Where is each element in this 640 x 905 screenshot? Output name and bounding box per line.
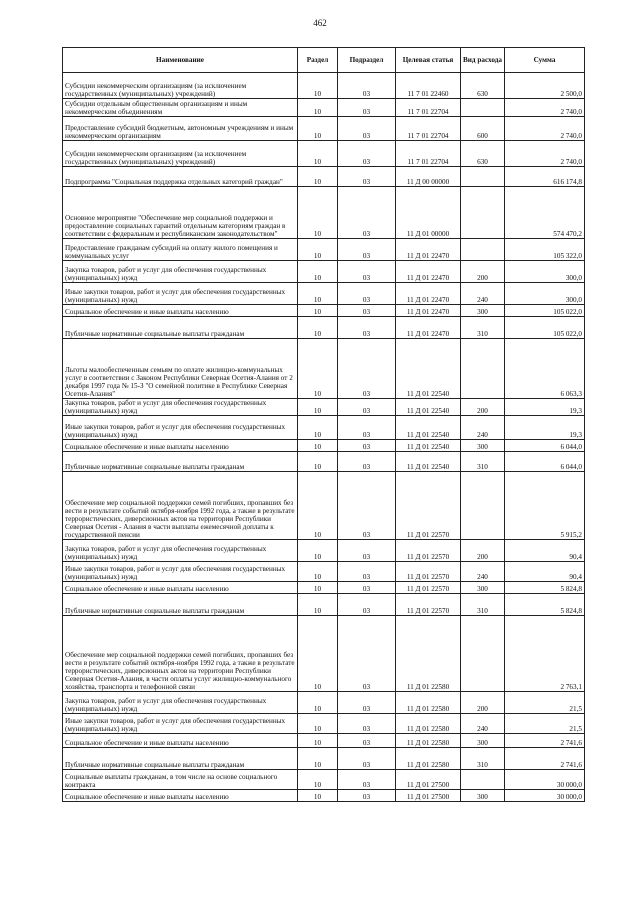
row-name: Субсидии некоммерческим организациям (за исключением государственных (муниципальных) учреждений) bbox=[63, 73, 298, 99]
row-expense-type: 240 bbox=[461, 283, 505, 305]
header-expense-type: Вид расхода bbox=[461, 48, 505, 73]
row-name: Предоставление гражданам субсидий на оплату жилого помещения и коммунальных услуг bbox=[63, 239, 298, 261]
table-row bbox=[63, 283, 585, 305]
row-target: 11 Д 01 22470 bbox=[396, 317, 461, 339]
row-sum: 2 741,6 bbox=[505, 734, 585, 748]
table-row bbox=[63, 317, 585, 339]
row-name: Предоставление субсидий бюджетным, автономным учреждениям и иным некоммерческим организациям bbox=[63, 117, 298, 141]
row-subsection: 03 bbox=[338, 339, 396, 399]
row-expense-type: 300 bbox=[461, 305, 505, 317]
table-row bbox=[63, 562, 585, 582]
table-body bbox=[63, 73, 585, 802]
row-name: Публичные нормативные социальные выплаты гражданам bbox=[63, 317, 298, 339]
row-target: 11 Д 01 00000 bbox=[396, 187, 461, 239]
row-sum: 21,5 bbox=[505, 714, 585, 734]
row-subsection: 03 bbox=[338, 416, 396, 440]
row-name: Закупка товаров, работ и услуг для обеспечения государственных (муниципальных) нужд bbox=[63, 540, 298, 562]
row-sum: 105 022,0 bbox=[505, 305, 585, 317]
row-name: Обеспечение мер социальной поддержки семей погибших, пропавших без вести в результате событий октября-ноября 1992 года, а также в результате террористических, диверсионных актов на территории Республики Северная Осетия-Алания, в части оплаты услуг жилищно-коммунального хозяйства, транспорта и телефонной связи bbox=[63, 616, 298, 692]
row-subsection: 03 bbox=[338, 440, 396, 452]
row-section: 10 bbox=[298, 99, 338, 117]
row-name: Субсидии отдельным общественным организациям и иным некоммерческим объединениям bbox=[63, 99, 298, 117]
table-row bbox=[63, 734, 585, 748]
row-expense-type bbox=[461, 339, 505, 399]
row-sum: 2 740,0 bbox=[505, 117, 585, 141]
row-expense-type: 310 bbox=[461, 452, 505, 472]
table-row bbox=[63, 339, 585, 399]
row-target: 11 Д 01 22470 bbox=[396, 305, 461, 317]
row-section: 10 bbox=[298, 187, 338, 239]
row-subsection: 03 bbox=[338, 117, 396, 141]
row-sum: 21,5 bbox=[505, 692, 585, 714]
row-subsection: 03 bbox=[338, 748, 396, 770]
row-section: 10 bbox=[298, 616, 338, 692]
header-section: Раздел bbox=[298, 48, 338, 73]
row-sum: 6 044,0 bbox=[505, 452, 585, 472]
row-sum: 2 740,0 bbox=[505, 141, 585, 167]
table-row bbox=[63, 594, 585, 616]
table-row bbox=[63, 616, 585, 692]
row-section: 10 bbox=[298, 117, 338, 141]
row-sum: 19,3 bbox=[505, 399, 585, 416]
row-subsection: 03 bbox=[338, 167, 396, 187]
row-target: 11 Д 01 22540 bbox=[396, 339, 461, 399]
row-section: 10 bbox=[298, 692, 338, 714]
row-name: Публичные нормативные социальные выплаты гражданам bbox=[63, 452, 298, 472]
row-sum: 90,4 bbox=[505, 562, 585, 582]
row-subsection: 03 bbox=[338, 141, 396, 167]
row-sum: 616 174,8 bbox=[505, 167, 585, 187]
row-expense-type bbox=[461, 187, 505, 239]
row-section: 10 bbox=[298, 734, 338, 748]
row-target: 11 Д 01 22570 bbox=[396, 582, 461, 594]
row-name: Публичные нормативные социальные выплаты гражданам bbox=[63, 748, 298, 770]
row-sum: 105 322,0 bbox=[505, 239, 585, 261]
row-name: Обеспечение мер социальной поддержки семей погибших, пропавших без вести в результате событий октября-ноября 1992 года, а также в результате террористических, диверсионных актов на территории Республики Северная Осетия - Алания в части выплаты ежемесячной доплаты к государственной пенсии bbox=[63, 472, 298, 540]
row-section: 10 bbox=[298, 472, 338, 540]
row-target: 11 Д 01 22580 bbox=[396, 616, 461, 692]
row-target: 11 Д 01 22540 bbox=[396, 452, 461, 472]
row-section: 10 bbox=[298, 582, 338, 594]
row-sum: 30 000,0 bbox=[505, 770, 585, 790]
table-row bbox=[63, 73, 585, 99]
row-target: 11 Д 01 22570 bbox=[396, 562, 461, 582]
row-target: 11 7 01 22704 bbox=[396, 117, 461, 141]
row-sum: 6 063,3 bbox=[505, 339, 585, 399]
row-expense-type: 240 bbox=[461, 562, 505, 582]
row-sum: 19,3 bbox=[505, 416, 585, 440]
row-expense-type: 310 bbox=[461, 594, 505, 616]
row-section: 10 bbox=[298, 714, 338, 734]
row-target: 11 Д 01 27500 bbox=[396, 770, 461, 790]
row-section: 10 bbox=[298, 167, 338, 187]
row-subsection: 03 bbox=[338, 99, 396, 117]
row-expense-type: 200 bbox=[461, 540, 505, 562]
header-name: Наименование bbox=[63, 48, 298, 73]
row-name: Публичные нормативные социальные выплаты гражданам bbox=[63, 594, 298, 616]
row-name: Иные закупки товаров, работ и услуг для обеспечения государственных (муниципальных) нужд bbox=[63, 562, 298, 582]
row-section: 10 bbox=[298, 562, 338, 582]
table-row bbox=[63, 261, 585, 283]
row-expense-type bbox=[461, 167, 505, 187]
row-expense-type bbox=[461, 770, 505, 790]
row-sum: 30 000,0 bbox=[505, 790, 585, 802]
row-section: 10 bbox=[298, 239, 338, 261]
row-name: Иные закупки товаров, работ и услуг для обеспечения государственных (муниципальных) нужд bbox=[63, 283, 298, 305]
row-subsection: 03 bbox=[338, 770, 396, 790]
row-name: Закупка товаров, работ и услуг для обеспечения государственных (муниципальных) нужд bbox=[63, 399, 298, 416]
budget-table bbox=[62, 47, 585, 802]
row-expense-type: 240 bbox=[461, 714, 505, 734]
table-row bbox=[63, 582, 585, 594]
row-target: 11 7 01 22460 bbox=[396, 73, 461, 99]
row-name: Иные закупки товаров, работ и услуг для обеспечения государственных (муниципальных) нужд bbox=[63, 714, 298, 734]
row-section: 10 bbox=[298, 770, 338, 790]
row-target: 11 Д 01 22470 bbox=[396, 283, 461, 305]
row-expense-type: 200 bbox=[461, 399, 505, 416]
row-section: 10 bbox=[298, 540, 338, 562]
row-subsection: 03 bbox=[338, 317, 396, 339]
row-expense-type bbox=[461, 239, 505, 261]
table-row bbox=[63, 305, 585, 317]
row-expense-type: 200 bbox=[461, 261, 505, 283]
header-target: Целевая статья bbox=[396, 48, 461, 73]
table-row bbox=[63, 141, 585, 167]
header-subsection: Подраздел bbox=[338, 48, 396, 73]
row-section: 10 bbox=[298, 452, 338, 472]
row-target: 11 Д 01 22470 bbox=[396, 239, 461, 261]
row-sum: 105 022,0 bbox=[505, 317, 585, 339]
row-section: 10 bbox=[298, 748, 338, 770]
row-expense-type: 300 bbox=[461, 582, 505, 594]
row-expense-type: 630 bbox=[461, 73, 505, 99]
row-expense-type bbox=[461, 99, 505, 117]
table-row bbox=[63, 440, 585, 452]
row-target: 11 7 01 22704 bbox=[396, 99, 461, 117]
row-name: Социальные выплаты гражданам, в том числе на основе социального контракта bbox=[63, 770, 298, 790]
row-expense-type: 310 bbox=[461, 317, 505, 339]
row-sum: 300,0 bbox=[505, 261, 585, 283]
table-row bbox=[63, 692, 585, 714]
row-subsection: 03 bbox=[338, 714, 396, 734]
row-target: 11 Д 01 22570 bbox=[396, 594, 461, 616]
table-row bbox=[63, 399, 585, 416]
row-section: 10 bbox=[298, 141, 338, 167]
row-subsection: 03 bbox=[338, 283, 396, 305]
row-expense-type: 300 bbox=[461, 734, 505, 748]
row-name: Социальное обеспечение и иные выплаты населению bbox=[63, 440, 298, 452]
table-row bbox=[63, 99, 585, 117]
row-sum: 5 824,8 bbox=[505, 594, 585, 616]
row-expense-type: 310 bbox=[461, 748, 505, 770]
row-sum: 2 763,1 bbox=[505, 616, 585, 692]
row-target: 11 Д 01 22570 bbox=[396, 472, 461, 540]
row-subsection: 03 bbox=[338, 261, 396, 283]
row-target: 11 Д 01 22570 bbox=[396, 540, 461, 562]
row-sum: 6 044,0 bbox=[505, 440, 585, 452]
row-name: Основное мероприятие "Обеспечение мер социальной поддержки и предоставление социальных гарантий отдельным категориям граждан в соответствии с федеральным и республиканским законодательством" bbox=[63, 187, 298, 239]
row-subsection: 03 bbox=[338, 452, 396, 472]
row-target: 11 Д 00 00000 bbox=[396, 167, 461, 187]
row-subsection: 03 bbox=[338, 616, 396, 692]
row-section: 10 bbox=[298, 416, 338, 440]
row-subsection: 03 bbox=[338, 399, 396, 416]
table-row bbox=[63, 452, 585, 472]
row-expense-type: 300 bbox=[461, 790, 505, 802]
table-row bbox=[63, 187, 585, 239]
row-target: 11 Д 01 22540 bbox=[396, 440, 461, 452]
table-row bbox=[63, 239, 585, 261]
row-section: 10 bbox=[298, 440, 338, 452]
row-subsection: 03 bbox=[338, 692, 396, 714]
table-row bbox=[63, 117, 585, 141]
row-section: 10 bbox=[298, 283, 338, 305]
row-target: 11 Д 01 22540 bbox=[396, 399, 461, 416]
table-row bbox=[63, 416, 585, 440]
row-target: 11 Д 01 22580 bbox=[396, 734, 461, 748]
row-sum: 300,0 bbox=[505, 283, 585, 305]
row-section: 10 bbox=[298, 399, 338, 416]
row-subsection: 03 bbox=[338, 305, 396, 317]
row-sum: 2 740,0 bbox=[505, 99, 585, 117]
row-expense-type: 630 bbox=[461, 141, 505, 167]
row-name: Закупка товаров, работ и услуг для обеспечения государственных (муниципальных) нужд bbox=[63, 261, 298, 283]
row-subsection: 03 bbox=[338, 239, 396, 261]
row-sum: 90,4 bbox=[505, 540, 585, 562]
row-name: Социальное обеспечение и иные выплаты населению bbox=[63, 734, 298, 748]
row-name: Закупка товаров, работ и услуг для обеспечения государственных (муниципальных) нужд bbox=[63, 692, 298, 714]
row-subsection: 03 bbox=[338, 73, 396, 99]
row-target: 11 7 01 22704 bbox=[396, 141, 461, 167]
row-sum: 574 470,2 bbox=[505, 187, 585, 239]
row-expense-type: 600 bbox=[461, 117, 505, 141]
table-row bbox=[63, 714, 585, 734]
header-sum: Сумма bbox=[505, 48, 585, 73]
row-target: 11 Д 01 22580 bbox=[396, 714, 461, 734]
row-sum: 5 824,8 bbox=[505, 582, 585, 594]
row-target: 11 Д 01 22470 bbox=[396, 261, 461, 283]
row-name: Льготы малообеспеченным семьям по оплате жилищно-коммунальных услуг в соответствии с Законом Республики Северная Осетия-Алания от 2 декабря 1997 года № 15-З "О семейной политике в Республике Северная Осетия-Алания" bbox=[63, 339, 298, 399]
row-section: 10 bbox=[298, 339, 338, 399]
row-subsection: 03 bbox=[338, 734, 396, 748]
row-name: Социальное обеспечение и иные выплаты населению bbox=[63, 305, 298, 317]
row-subsection: 03 bbox=[338, 582, 396, 594]
table-row bbox=[63, 770, 585, 790]
row-name: Подпрограмма "Социальная поддержка отдельных категорий граждан" bbox=[63, 167, 298, 187]
row-target: 11 Д 01 22580 bbox=[396, 748, 461, 770]
row-expense-type: 300 bbox=[461, 440, 505, 452]
row-sum: 2 741,6 bbox=[505, 748, 585, 770]
row-target: 11 Д 01 22540 bbox=[396, 416, 461, 440]
row-subsection: 03 bbox=[338, 790, 396, 802]
row-subsection: 03 bbox=[338, 562, 396, 582]
table-row bbox=[63, 748, 585, 770]
row-sum: 2 500,0 bbox=[505, 73, 585, 99]
row-subsection: 03 bbox=[338, 472, 396, 540]
table-row bbox=[63, 540, 585, 562]
row-name: Иные закупки товаров, работ и услуг для обеспечения государственных (муниципальных) нужд bbox=[63, 416, 298, 440]
row-section: 10 bbox=[298, 317, 338, 339]
row-section: 10 bbox=[298, 594, 338, 616]
header-row bbox=[63, 48, 585, 73]
table-row bbox=[63, 167, 585, 187]
row-subsection: 03 bbox=[338, 187, 396, 239]
row-target: 11 Д 01 22580 bbox=[396, 692, 461, 714]
table-row bbox=[63, 472, 585, 540]
page-number: 462 bbox=[313, 18, 327, 28]
row-sum: 5 915,2 bbox=[505, 472, 585, 540]
row-expense-type bbox=[461, 472, 505, 540]
row-expense-type: 240 bbox=[461, 416, 505, 440]
row-name: Социальное обеспечение и иные выплаты населению bbox=[63, 582, 298, 594]
row-name: Субсидии некоммерческим организациям (за исключением государственных (муниципальных) учреждений) bbox=[63, 141, 298, 167]
row-section: 10 bbox=[298, 73, 338, 99]
row-subsection: 03 bbox=[338, 540, 396, 562]
row-target: 11 Д 01 27500 bbox=[396, 790, 461, 802]
row-section: 10 bbox=[298, 305, 338, 317]
table-row bbox=[63, 790, 585, 802]
row-expense-type: 200 bbox=[461, 692, 505, 714]
row-name: Социальное обеспечение и иные выплаты населению bbox=[63, 790, 298, 802]
row-subsection: 03 bbox=[338, 594, 396, 616]
row-expense-type bbox=[461, 616, 505, 692]
row-section: 10 bbox=[298, 790, 338, 802]
row-section: 10 bbox=[298, 261, 338, 283]
